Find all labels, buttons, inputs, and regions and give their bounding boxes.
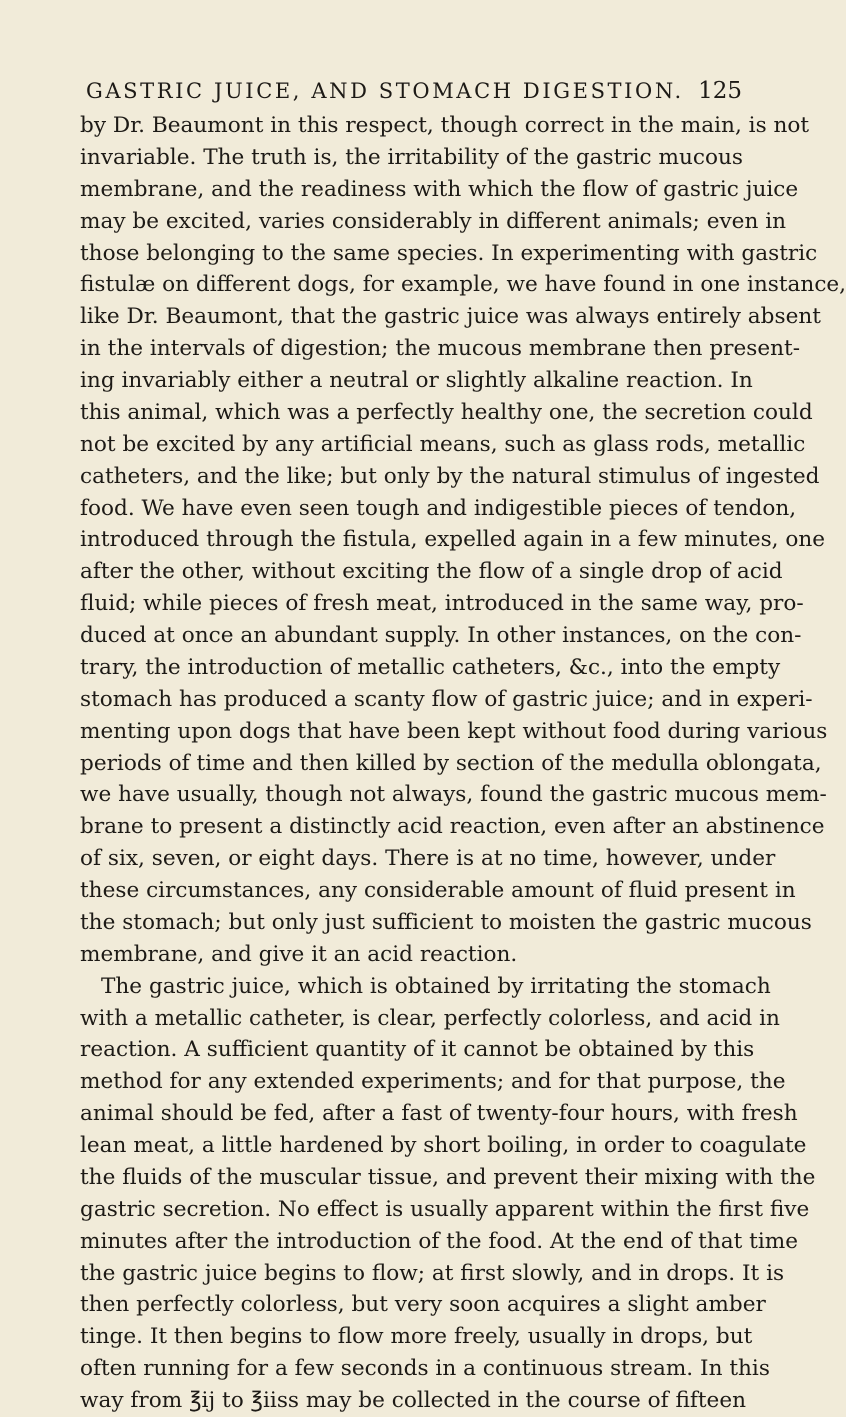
text-line: with a metallic catheter, is clear, perfectly colorless, and acid in [80,1005,780,1031]
text-line: may be excited, varies considerably in different animals; even in [80,208,787,234]
text-line: after the other, without exciting the flow of a single drop of acid [80,559,783,585]
text-line: the stomach; but only just sufficient to moisten the gastric mucous [80,909,812,935]
text-line: way from ℥ij to ℥iiss may be collected in the course of fifteen [80,1388,747,1413]
text-line: food. We have even seen tough and indigestible pieces of tendon, [80,495,797,521]
text-line: ing invariably either a neutral or slightly alkaline reaction. In [80,368,753,393]
text-line: in the intervals of digestion; the mucous membrane then present- [80,336,800,362]
text-line: lean meat, a little hardened by short boiling, in order to coagulate [80,1133,807,1158]
text-line: of six, seven, or eight days. There is at no time, however, under [80,846,776,872]
text-line: membrane, and give it an acid reaction. [80,941,518,967]
text-line: this animal, which was a perfectly healthy one, the secretion could [80,399,813,425]
text-line: The gastric juice, which is obtained by irritating the stomach [101,973,771,999]
text-line: method for any extended experiments; and for that purpose, the [80,1069,786,1095]
text-line: like Dr. Beaumont, that the gastric juice was always entirely absent [80,304,821,330]
page-number: 125 [698,78,742,104]
text-line: often running for a few seconds in a continuous stream. In this [80,1356,770,1382]
text-line: by Dr. Beaumont in this respect, though correct in the main, is not [80,113,810,138]
text-line: we have usually, though not always, found the gastric mucous mem- [80,782,827,808]
text-line: then perfectly colorless, but very soon acquires a slight amber [80,1292,766,1318]
text-line: stomach has produced a scanty flow of gastric juice; and in experi- [80,686,813,712]
text-line: gastric secretion. No effect is usually apparent within the first five [80,1196,810,1222]
text-line: trary, the introduction of metallic catheters, &c., into the empty [80,654,781,680]
text-line: the gastric juice begins to flow; at first slowly, and in drops. It is [80,1260,785,1286]
text-line: fluid; while pieces of fresh meat, introduced in the same way, pro- [80,591,804,617]
text-line: duced at once an abundant supply. In other instances, on the con- [80,623,802,648]
text-line: periods of time and then killed by section of the medulla oblongata, [80,750,822,776]
text-line: reaction. A sufficient quantity of it cannot be obtained by this [80,1037,755,1063]
body-text [80,110,846,1417]
text-line: invariable. The truth is, the irritability of the gastric mucous [80,144,743,170]
text-line: fistulæ on different dogs, for example, we have found in one instance, [80,272,846,298]
text-line: minutes after the introduction of the food. At the end of that time [80,1228,799,1254]
text-line: catheters, and the like; but only by the natural stimulus of ingested [80,463,820,489]
text-line: brane to present a distinctly acid reaction, even after an abstinence [80,814,825,840]
text-line: animal should be fed, after a fast of twenty-four hours, with fresh [80,1101,798,1127]
text-line: tinge. It then begins to flow more freely, usually in drops, but [80,1324,753,1350]
running-title: GASTRIC JUICE, AND STOMACH DIGESTION. [86,79,684,103]
running-head [86,76,742,106]
text-line: membrane, and the readiness with which the flow of gastric juice [80,176,799,202]
text-line: introduced through the fistula, expelled again in a few minutes, one [80,527,826,553]
text-line: menting upon dogs that have been kept without food during various [80,718,828,744]
text-line: those belonging to the same species. In experimenting with gastric [80,240,818,266]
text-line: not be excited by any artificial means, such as glass rods, metallic [80,431,806,457]
text-line: the fluids of the muscular tissue, and prevent their mixing with the [80,1164,816,1190]
text-line: these circumstances, any considerable amount of fluid present in [80,878,796,903]
